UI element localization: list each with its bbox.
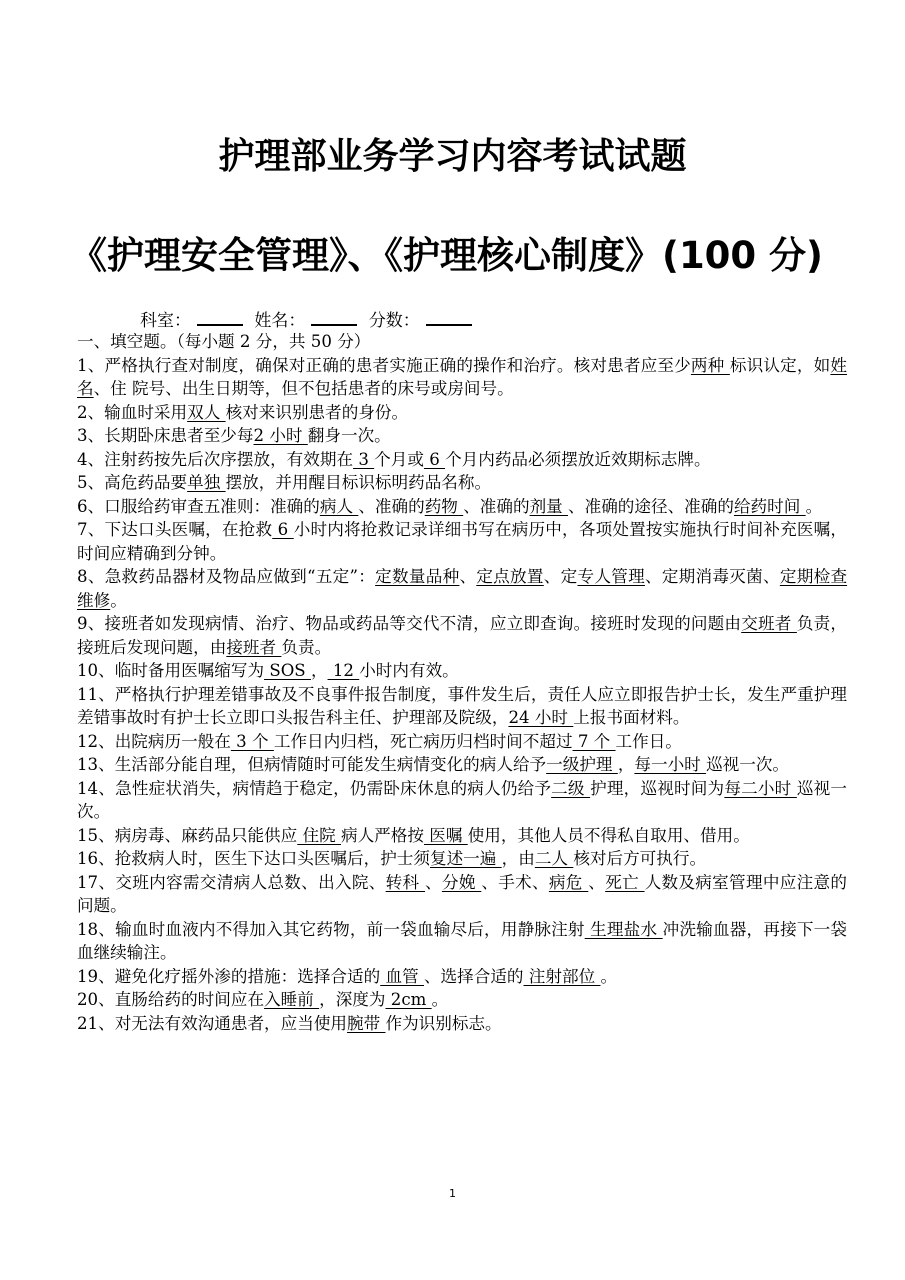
question-2: 2、输血时采用双人 核对来识别患者的身份。 bbox=[77, 402, 409, 422]
dept-label: 科室： bbox=[140, 311, 191, 331]
question-list bbox=[77, 330, 847, 1035]
answer: 病人 bbox=[319, 496, 359, 516]
answer: 定期检查维修 bbox=[77, 567, 848, 610]
answer: 血管 bbox=[380, 966, 424, 986]
answer: 双人 bbox=[187, 402, 226, 422]
answer: 专人管理 bbox=[577, 567, 645, 586]
question-20: 20、直肠给药的时间应在入睡前 ，深度为 2cm 。 bbox=[77, 990, 449, 1009]
question-10: 10、临时备用医嘱缩写为 SOS ， 12 小时内有效。 bbox=[77, 661, 459, 680]
question-17: 17、交班内容需交清病人总数、出入院、转科 、分娩 、手术、病危 、死亡 人数及病室管理中应注意的问题。 bbox=[77, 872, 848, 915]
question-4: 4、注射药按先后次序摆放，有效期在 3 个月或 6 个月内药品必须摆放近效期标志牌。 bbox=[77, 449, 711, 469]
score-label: 分数： bbox=[368, 311, 420, 331]
answer: 入睡前 bbox=[264, 990, 320, 1009]
answer: 3 个 bbox=[230, 731, 274, 751]
page-number: 1 bbox=[449, 1187, 456, 1200]
answer: 姓 名 bbox=[77, 355, 848, 398]
answer: 6 bbox=[272, 520, 294, 539]
answer: SOS bbox=[264, 661, 311, 680]
answer: 医嘱 bbox=[423, 825, 468, 845]
answer: 定数量品种 bbox=[375, 567, 460, 586]
answer: 12 bbox=[327, 661, 360, 680]
dept-blank bbox=[197, 309, 243, 326]
answer: 两种 bbox=[690, 355, 730, 375]
question-16: 16、抢救病人时，医生下达口头医嘱后，护士须复述一遍 ，由二人 核对后方可执行。 bbox=[77, 849, 707, 868]
answer: 剂量 bbox=[529, 496, 569, 516]
answer: 定点放置 bbox=[476, 567, 544, 586]
question-8: 8、急救药品器材及物品应做到“五定”：定数量品种、定点放置、定专人管理、定期消毒灭菌、定期检查维修。 bbox=[77, 567, 848, 610]
answer: 3 bbox=[353, 449, 375, 469]
name-label: 姓名： bbox=[254, 311, 306, 331]
section-heading: 一、填空题。（每小题 2 分，共 50 分） bbox=[77, 332, 371, 351]
answer: 注射部位 bbox=[523, 966, 601, 986]
answer: 交班者 bbox=[741, 614, 797, 633]
answer: 病危 bbox=[548, 872, 589, 892]
question-6: 6、口服给药审查五准则：准确的病人 、准确的药物 、准确的剂量 、准确的途径、准确的给药时间 。 bbox=[77, 496, 823, 516]
question-14: 14、急性症状消失，病情趋于稳定，仍需卧床休息的病人仍给予二级 护理，巡视时间为每二小时 巡视一次。 bbox=[77, 778, 848, 821]
name-blank bbox=[311, 309, 357, 326]
answer: 接班者 bbox=[226, 637, 282, 657]
answer: 转科 bbox=[385, 872, 426, 892]
answer: 6 bbox=[423, 449, 446, 469]
answer: 二人 bbox=[534, 849, 574, 868]
answer: 死亡 bbox=[605, 872, 645, 892]
answer: 分娩 bbox=[441, 872, 482, 892]
answer: 复述一遍 bbox=[430, 849, 502, 868]
answer: 7 个 bbox=[572, 731, 616, 751]
answer: 一级护理 bbox=[546, 755, 618, 774]
answer: 2 小时 bbox=[253, 426, 308, 445]
question-15: 15、病房毒、麻药品只能供应 住院 病人严格按 医嘱 使用，其他人员不得私自取用、借用。 bbox=[77, 825, 750, 845]
answer: 每一小时 bbox=[634, 755, 707, 774]
answer: 每二小时 bbox=[724, 778, 797, 798]
question-7: 7、下达口头医嘱，在抢救 6 小时内将抢救记录详细书写在病历中，各项处置按实施执行时间补充医嘱，时间应精确到分钟。 bbox=[77, 520, 848, 563]
answer: 二级 bbox=[551, 778, 591, 798]
question-21: 21、对无法有效沟通患者，应当使用腕带 作为识别标志。 bbox=[77, 1013, 502, 1033]
question-18: 18、输血时血液内不得加入其它药物，前一袋血输尽后，用静脉注射 生理盐水 冲洗输血器，再接下一袋血继续输注。 bbox=[77, 919, 847, 962]
answer: 腕带 bbox=[347, 1013, 386, 1033]
question-19: 19、避免化疗摇外渗的措施：选择合适的 血管 、选择合适的 注射部位 。 bbox=[77, 966, 618, 986]
page-subtitle: 《护理安全管理》、《护理核心制度》(100 分) bbox=[70, 234, 823, 277]
score-blank bbox=[426, 309, 472, 326]
question-9: 9、接班者如发现病情、治疗、物品或药品等交代不清，应立即查询。接班时发现的问题由交班者 负责，接班后发现问题，由接班者 负责。 bbox=[77, 614, 847, 657]
page-title: 护理部业务学习内容考试试题 bbox=[218, 136, 687, 177]
answer: 生理盐水 bbox=[584, 919, 663, 939]
question-13: 13、生活部分能自理，但病情随时可能发生病情变化的病人给予一级护理 ，每一小时 巡视一次。 bbox=[77, 755, 790, 774]
answer: 单独 bbox=[187, 473, 226, 492]
info-row bbox=[140, 306, 478, 331]
answer: 住院 bbox=[297, 825, 341, 845]
answer: 24 小时 bbox=[508, 708, 574, 727]
question-11: 11、严格执行护理差错事故及不良事件报告制度，事件发生后，责任人应立即报告护士长，发生严重护理差错事故时有护士长立即口头报告科主任、护理部及院级，24 小时 上报书面材料。 bbox=[77, 684, 847, 727]
question-12: 12、出院病历一般在 3 个 工作日内归档，死亡病历归档时间不超过 7 个 工作日。 bbox=[77, 731, 682, 751]
answer: 2cm bbox=[385, 990, 432, 1009]
answer: 药物 bbox=[424, 496, 464, 516]
question-1: 1、严格执行查对制度，确保对正确的患者实施正确的操作和治疗。核对患者应至少两种 标识认定，如姓 名、住 院号、出生日期等，但不包括患者的床号或房间号。 bbox=[77, 355, 848, 398]
question-5: 5、高危药品要单独 摆放，并用醒目标识标明药品名称。 bbox=[77, 473, 492, 492]
question-3: 3、长期卧床患者至少每2 小时 翻身一次。 bbox=[77, 426, 391, 445]
answer: 给药时间 bbox=[733, 496, 806, 516]
